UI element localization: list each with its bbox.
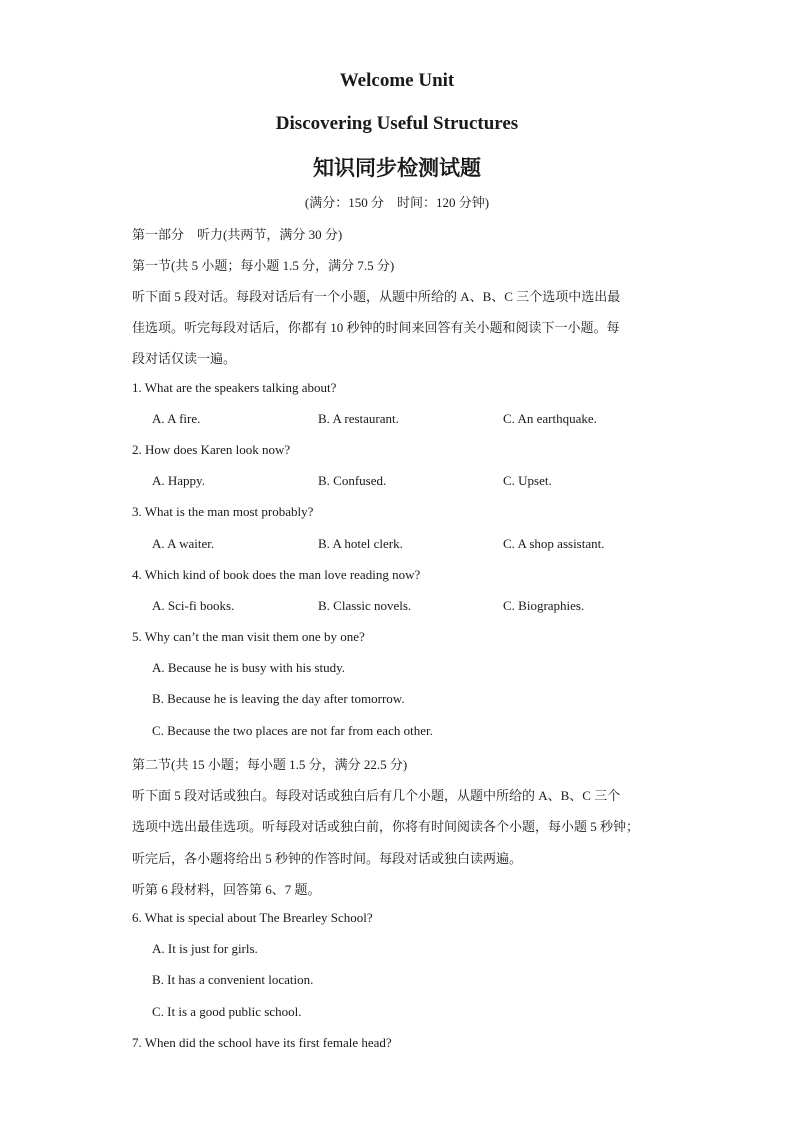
section1-instruction-line: 听下面 5 段对话。每段对话后有一个小题，从题中所给的 A、B、C 三个选项中选出最 (132, 289, 621, 304)
question-7: 7. When did the school have its first female head? (132, 1035, 392, 1050)
question-6: 6. What is special about The Brearley School? (132, 910, 373, 925)
option-a: A. It is just for girls. (152, 941, 258, 956)
option-c: C. An earthquake. (503, 411, 597, 426)
section2-instruction-line: 选项中选出最佳选项。听每段对话或独白前，你将有时间阅读各个小题，每小题 5 秒钟； (132, 819, 640, 834)
option-c: C. A shop assistant. (503, 536, 605, 551)
option-b: B. It has a convenient location. (152, 972, 314, 987)
option-c: C. Upset. (503, 473, 552, 488)
option-a: A. A fire. (152, 411, 201, 426)
part1-heading: 第一部分 听力(共两节，满分 30 分) (132, 227, 343, 242)
option-c: C. Biographies. (503, 598, 585, 613)
material-6-label: 听第 6 段材料，回答第 6、7 题。 (132, 882, 321, 897)
option-b: B. A hotel clerk. (318, 536, 403, 551)
question-4: 4. Which kind of book does the man love reading now? (132, 567, 421, 582)
unit-title: Welcome Unit (339, 70, 455, 91)
section-title: Discovering Useful Structures (275, 113, 519, 134)
option-b: B. A restaurant. (318, 411, 399, 426)
question-2: 2. How does Karen look now? (132, 442, 291, 457)
option-a: A. Sci-fi books. (152, 598, 235, 613)
option-a: A. Because he is busy with his study. (152, 660, 346, 675)
question-3: 3. What is the man most probably? (132, 504, 314, 519)
section1-instruction-line: 佳选项。听完每段对话后，你都有 10 秒钟的时间来回答有关小题和阅读下一小题。每 (132, 320, 620, 335)
section1-instruction-line: 段对话仅读一遍。 (132, 351, 237, 366)
section2-heading: 第二节(共 15 小题；每小题 1.5 分，满分 22.5 分) (132, 757, 408, 772)
option-c: C. Because the two places are not far from each other. (152, 723, 433, 738)
option-b: B. Confused. (318, 473, 387, 488)
section2-instruction-line: 听完后，各小题将给出 5 秒钟的作答时间。每段对话或独白读两遍。 (132, 851, 523, 866)
question-5: 5. Why can’t the man visit them one by one? (132, 629, 365, 644)
section1-heading: 第一节(共 5 小题；每小题 1.5 分，满分 7.5 分) (132, 258, 395, 273)
score-info: (满分：150 分 时间：120 分钟) (304, 195, 490, 210)
option-a: A. Happy. (152, 473, 205, 488)
option-c: C. It is a good public school. (152, 1004, 302, 1019)
question-1: 1. What are the speakers talking about? (132, 380, 337, 395)
section2-instruction-line: 听下面 5 段对话或独白。每段对话或独白后有几个小题，从题中所给的 A、B、C 三个 (132, 788, 621, 803)
option-a: A. A waiter. (152, 536, 215, 551)
option-b: B. Because he is leaving the day after tomorrow. (152, 691, 405, 706)
exam-title: 知识同步检测试题 (313, 156, 481, 180)
option-b: B. Classic novels. (318, 598, 412, 613)
